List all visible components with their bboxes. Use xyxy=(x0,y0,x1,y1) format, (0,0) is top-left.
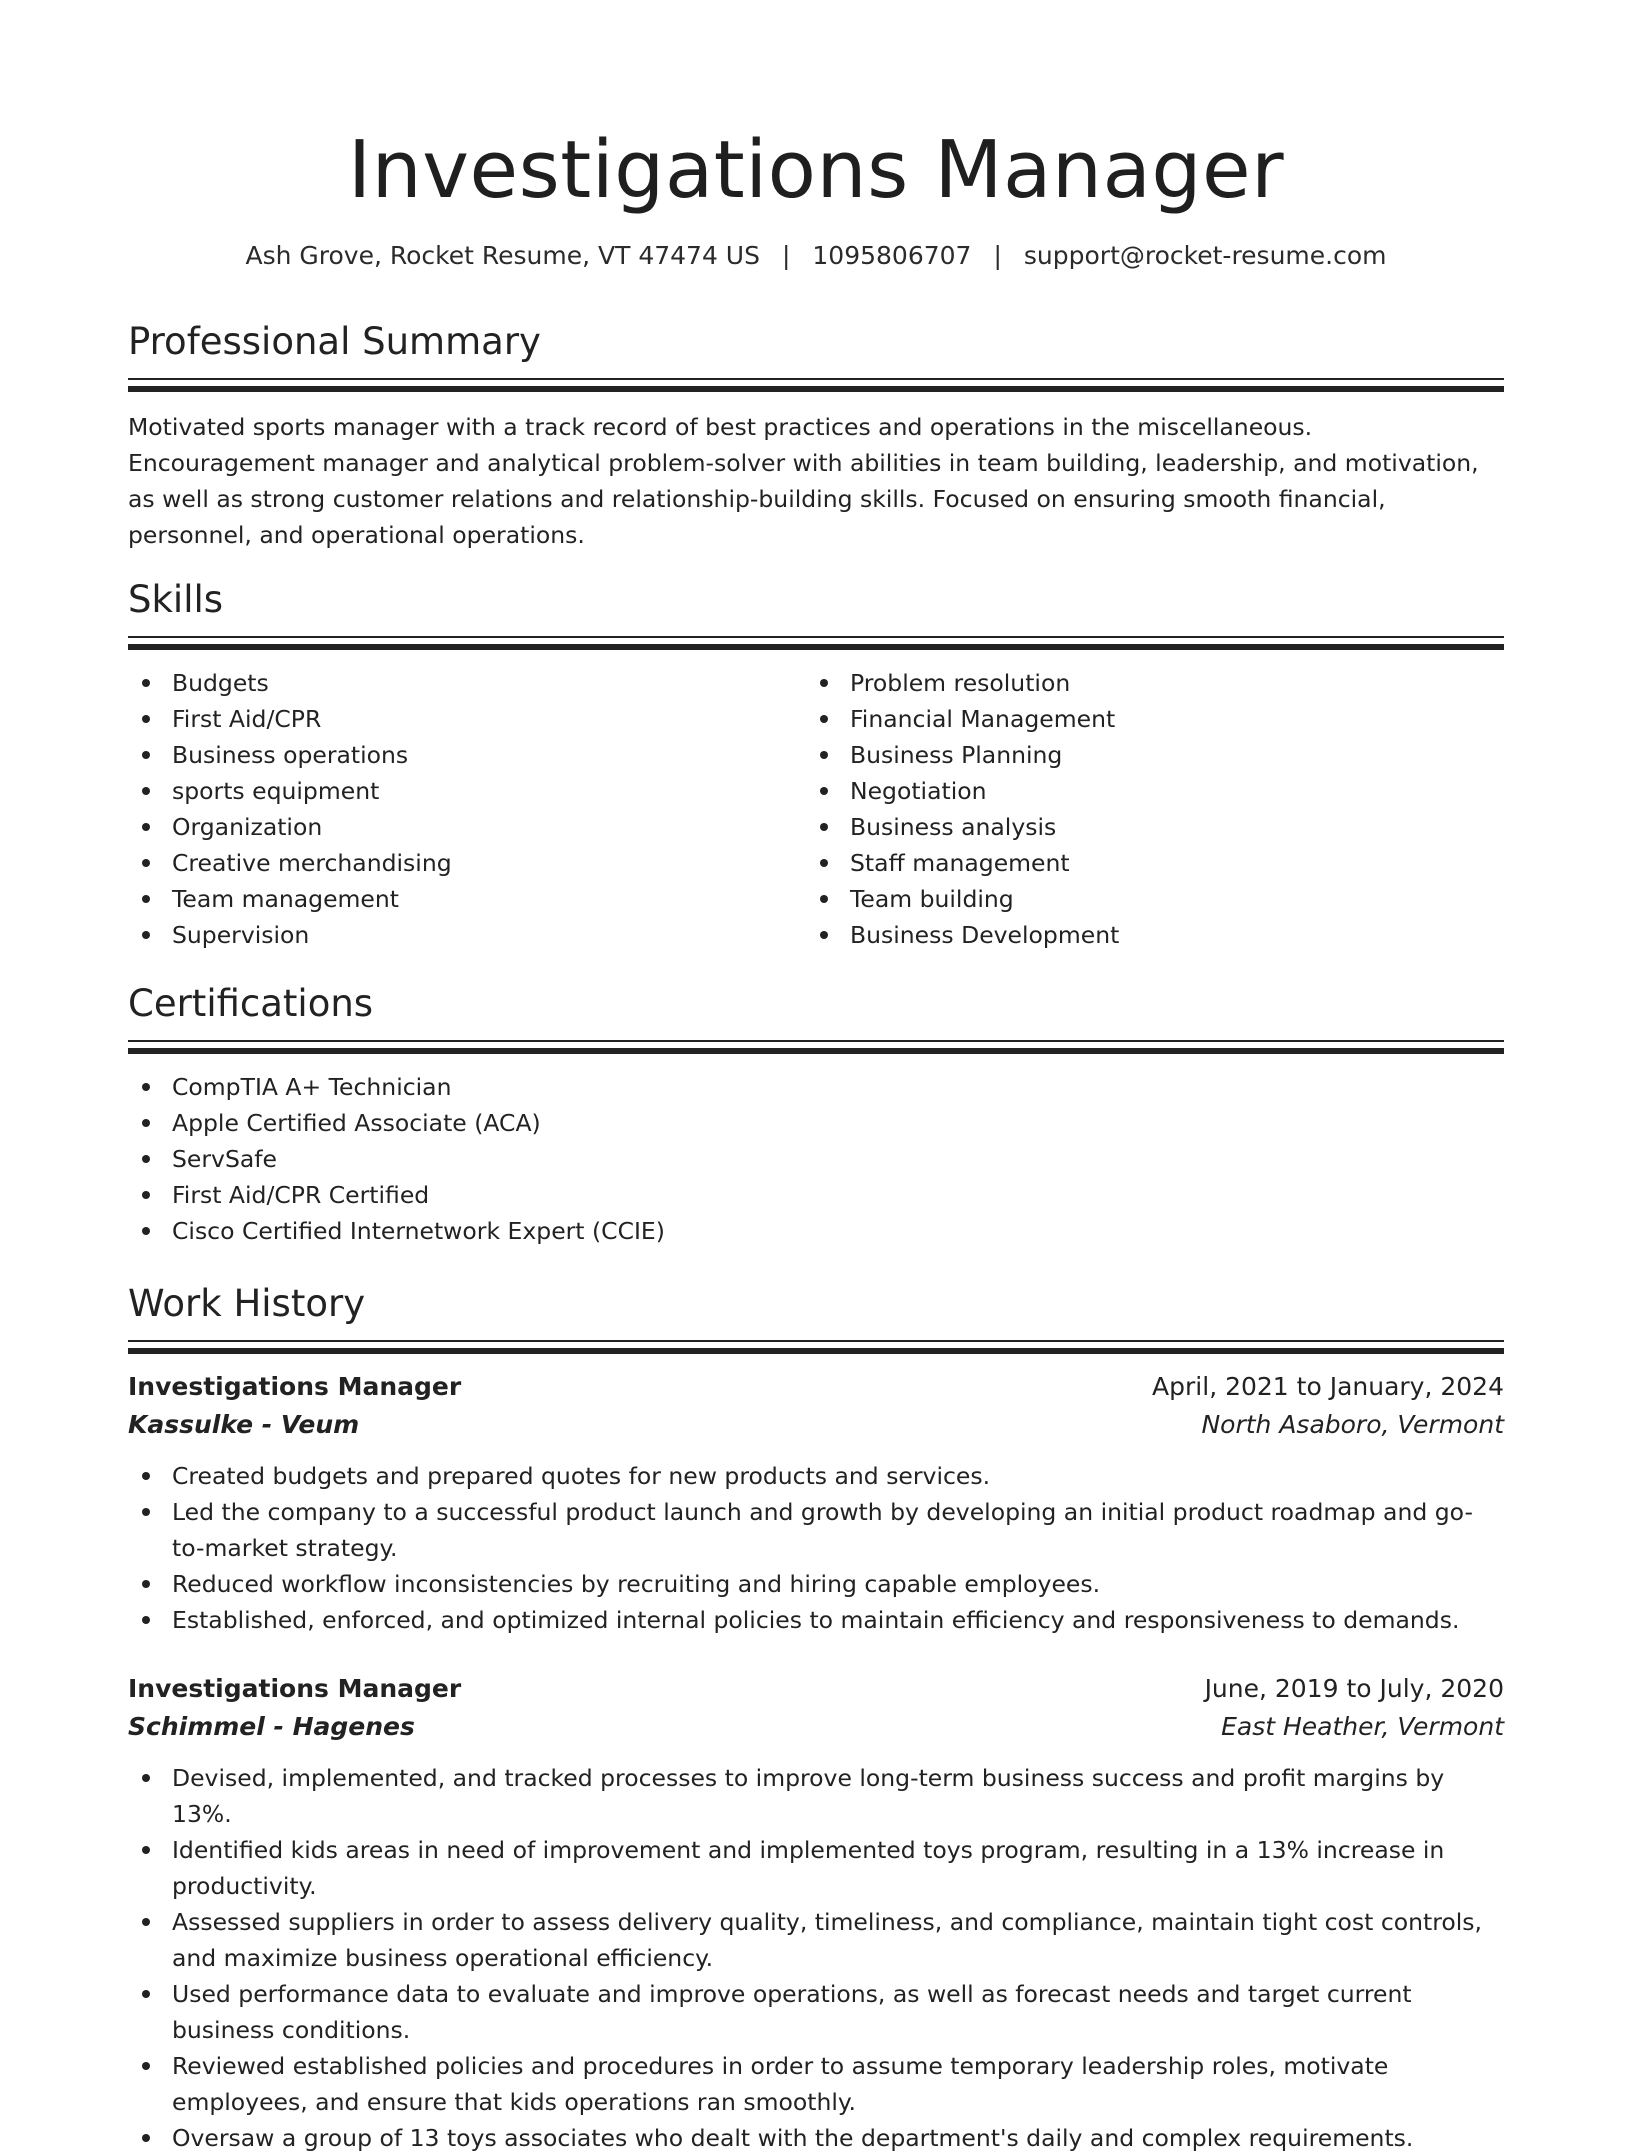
list-item xyxy=(128,701,806,737)
list-item xyxy=(128,773,806,809)
summary-heading: Professional Summary xyxy=(128,320,541,363)
bullet-icon xyxy=(142,751,150,759)
bullet-icon xyxy=(142,1472,150,1480)
list-item xyxy=(128,665,806,701)
list-item-text: Business Development xyxy=(850,921,1120,949)
list-item-text: First Aid/CPR Certified xyxy=(172,1181,430,1209)
job-dates: April, 2021 to January, 2024 xyxy=(1152,1372,1504,1401)
list-item xyxy=(128,1141,1504,1177)
bullet-icon xyxy=(142,895,150,903)
list-item-text: Negotiation xyxy=(850,777,987,805)
summary-section xyxy=(128,318,1504,553)
job-dates: June, 2019 to July, 2020 xyxy=(1204,1674,1504,1703)
list-item-text: Problem resolution xyxy=(850,669,1071,697)
bullet-icon xyxy=(820,859,828,867)
list-item xyxy=(128,1069,1504,1105)
list-item-text: CompTIA A+ Technician xyxy=(172,1073,452,1101)
bullet-icon xyxy=(142,1774,150,1782)
job-bullets xyxy=(128,1760,1504,2156)
job-subheader xyxy=(128,1708,1504,1746)
bullet-icon xyxy=(142,1083,150,1091)
list-item xyxy=(128,1177,1504,1213)
list-item xyxy=(806,845,1484,881)
list-item-text: Business Planning xyxy=(850,741,1063,769)
list-item-text: sports equipment xyxy=(172,777,380,805)
summary-text: Motivated sports manager with a track record of best practices and operations in the miscellaneous. Encouragement manager and analytical problem-solver with abilities in team building, leadership, and motivation, as well as strong customer relations and relationship-building skills. Focused on ensuring smooth financial, personnel, and operational operations. xyxy=(128,413,1479,549)
list-item-text: Reviewed established policies and procedures in order to assume temporary leadership roles, motivate employees, and ensure that kids operations ran smoothly. xyxy=(172,2052,1389,2116)
list-item-text: First Aid/CPR xyxy=(172,705,322,733)
list-item-text: Apple Certified Associate (ACA) xyxy=(172,1109,541,1137)
list-item-text: Oversaw a group of 13 toys associates who dealt with the department's daily and complex requirements. xyxy=(172,2124,1414,2152)
bullet-icon xyxy=(142,1918,150,1926)
list-item xyxy=(128,1760,1504,1832)
list-item-text: Identified kids areas in need of improvement and implemented toys program, resulting in a 13% increase in productivity. xyxy=(172,1836,1445,1900)
list-item xyxy=(806,737,1484,773)
certifications-heading: Certifications xyxy=(128,982,374,1025)
list-item-text: Used performance data to evaluate and improve operations, as well as forecast needs and target current business conditions. xyxy=(172,1980,1412,2044)
work-heading: Work History xyxy=(128,1282,366,1325)
list-item-text: Budgets xyxy=(172,669,269,697)
bullet-icon xyxy=(142,1119,150,1127)
contact-phone: 1095806707 xyxy=(812,241,972,270)
list-item xyxy=(128,1904,1504,1976)
list-item xyxy=(128,1105,1504,1141)
bullet-icon xyxy=(142,931,150,939)
bullet-icon xyxy=(820,895,828,903)
list-item xyxy=(128,1832,1504,1904)
bullet-icon xyxy=(820,715,828,723)
list-item-text: Reduced workflow inconsistencies by recruiting and hiring capable employees. xyxy=(172,1570,1101,1598)
skills-list-right xyxy=(806,665,1484,953)
bullet-icon xyxy=(142,1508,150,1516)
job-entry xyxy=(128,1670,1504,2156)
certifications-section xyxy=(128,980,1504,1249)
bullet-icon xyxy=(820,931,828,939)
list-item xyxy=(128,737,806,773)
job-title: Investigations Manager xyxy=(128,1372,462,1401)
resume-name: Investigations Manager xyxy=(347,124,1285,216)
bullet-icon xyxy=(142,715,150,723)
list-item xyxy=(128,1976,1504,2048)
list-item xyxy=(128,1566,1504,1602)
bullet-icon xyxy=(142,1580,150,1588)
list-item xyxy=(128,881,806,917)
bullet-icon xyxy=(142,1846,150,1854)
list-item-text: ServSafe xyxy=(172,1145,277,1173)
list-item xyxy=(128,2048,1504,2120)
list-item xyxy=(806,665,1484,701)
bullet-icon xyxy=(142,679,150,687)
certifications-list xyxy=(128,1069,1504,1249)
list-item xyxy=(128,917,806,953)
bullet-icon xyxy=(820,823,828,831)
list-item-text: Financial Management xyxy=(850,705,1116,733)
list-item xyxy=(806,881,1484,917)
job-bullets xyxy=(128,1458,1504,1638)
job-entry xyxy=(128,1368,1504,1638)
list-item-text: Organization xyxy=(172,813,323,841)
bullet-icon xyxy=(142,859,150,867)
bullet-icon xyxy=(142,823,150,831)
bullet-icon xyxy=(820,751,828,759)
list-item-text: Business operations xyxy=(172,741,409,769)
list-item xyxy=(128,1494,1504,1566)
job-company: Schimmel - Hagenes xyxy=(128,1712,415,1741)
bullet-icon xyxy=(142,1191,150,1199)
list-item xyxy=(128,2120,1504,2156)
job-header xyxy=(128,1368,1504,1406)
bullet-icon xyxy=(142,2062,150,2070)
section-divider xyxy=(128,1040,1504,1054)
contact-address: Ash Grove, Rocket Resume, VT 47474 US xyxy=(245,241,760,270)
skills-heading: Skills xyxy=(128,578,224,621)
skills-column-right xyxy=(806,665,1484,953)
bullet-icon xyxy=(820,679,828,687)
job-company: Kassulke - Veum xyxy=(128,1410,360,1439)
list-item-text: Led the company to a successful product launch and growth by developing an initial product roadmap and go-to-market strategy. xyxy=(172,1498,1473,1562)
bullet-icon xyxy=(820,787,828,795)
skills-list-left xyxy=(128,665,806,953)
list-item xyxy=(128,845,806,881)
list-item-text: Team management xyxy=(172,885,400,913)
list-item-text: Devised, implemented, and tracked processes to improve long-term business success and profit margins by 13%. xyxy=(172,1764,1445,1828)
bullet-icon xyxy=(142,1227,150,1235)
list-item-text: Creative merchandising xyxy=(172,849,452,877)
list-item xyxy=(128,1213,1504,1249)
section-divider xyxy=(128,636,1504,650)
contact-line xyxy=(128,238,1504,274)
skills-column-left xyxy=(128,665,806,953)
list-item xyxy=(128,1458,1504,1494)
list-item-text: Cisco Certified Internetwork Expert (CCIE) xyxy=(172,1217,665,1245)
job-header xyxy=(128,1670,1504,1708)
list-item xyxy=(806,773,1484,809)
bullet-icon xyxy=(142,1990,150,1998)
job-location: East Heather, Vermont xyxy=(1221,1712,1504,1741)
list-item-text: Team building xyxy=(850,885,1014,913)
list-item xyxy=(128,1602,1504,1638)
list-item xyxy=(806,701,1484,737)
bullet-icon xyxy=(142,2134,150,2142)
bullet-icon xyxy=(142,787,150,795)
job-title: Investigations Manager xyxy=(128,1674,462,1703)
skills-columns xyxy=(128,665,1504,953)
section-divider xyxy=(128,378,1504,392)
bullet-icon xyxy=(142,1155,150,1163)
list-item-text: Assessed suppliers in order to assess delivery quality, timeliness, and compliance, maintain tight cost controls, and maximize business operational efficiency. xyxy=(172,1908,1483,1972)
section-divider xyxy=(128,1340,1504,1354)
contact-separator: | xyxy=(781,241,791,270)
list-item xyxy=(128,809,806,845)
list-item-text: Created budgets and prepared quotes for new products and services. xyxy=(172,1462,991,1490)
job-location: North Asaboro, Vermont xyxy=(1201,1410,1504,1439)
contact-separator: | xyxy=(993,241,1002,270)
list-item-text: Established, enforced, and optimized internal policies to maintain efficiency and responsiveness to demands. xyxy=(172,1606,1460,1634)
work-section xyxy=(128,1280,1504,2156)
bullet-icon xyxy=(142,1616,150,1624)
list-item xyxy=(806,917,1484,953)
list-item-text: Supervision xyxy=(172,921,310,949)
job-subheader xyxy=(128,1406,1504,1444)
list-item-text: Staff management xyxy=(850,849,1070,877)
list-item-text: Business analysis xyxy=(850,813,1057,841)
skills-section xyxy=(128,576,1504,953)
list-item xyxy=(806,809,1484,845)
contact-email[interactable]: support@rocket-resume.com xyxy=(1023,241,1387,270)
